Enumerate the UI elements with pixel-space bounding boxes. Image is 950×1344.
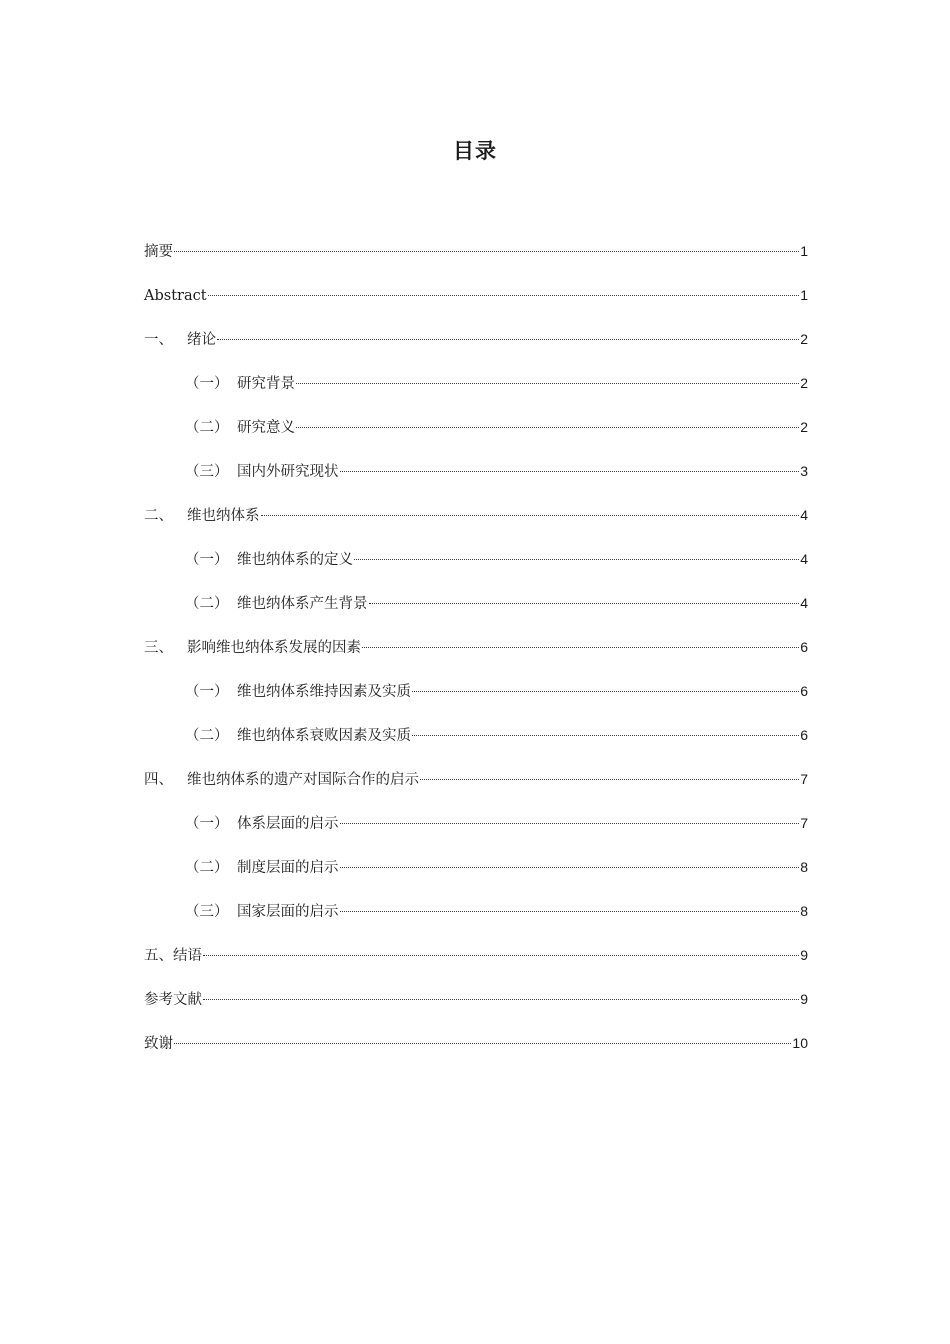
toc-entry[interactable] — [144, 942, 808, 986]
toc-entry-page-number: 3 — [800, 463, 808, 479]
toc-entry-number: （一） — [185, 552, 229, 568]
toc-entry-label: 维也纳体系维持因素及实质 — [237, 684, 411, 700]
toc-entry[interactable] — [144, 282, 808, 326]
toc-entry[interactable] — [144, 238, 808, 282]
toc-entry-number: 一、 — [144, 332, 173, 348]
dot-leader — [296, 427, 799, 428]
toc-entry-number: （三） — [185, 464, 229, 480]
toc-entry-page-number: 9 — [800, 991, 808, 1007]
toc-entry-page-number: 6 — [800, 639, 808, 655]
dot-leader — [354, 559, 799, 560]
dot-leader — [296, 383, 799, 384]
dot-leader — [340, 911, 800, 912]
toc-entry-label: 国内外研究现状 — [237, 464, 339, 480]
toc-entry-number: （二） — [185, 596, 229, 612]
toc-entry[interactable] — [144, 810, 808, 854]
dot-leader — [340, 471, 800, 472]
toc-entry[interactable] — [144, 678, 808, 722]
toc-entry-page-number: 9 — [800, 947, 808, 963]
toc-entry[interactable] — [144, 370, 808, 414]
toc-entry[interactable] — [144, 986, 808, 1030]
toc-entry[interactable] — [144, 854, 808, 898]
toc-entry-label: 研究意义 — [237, 420, 295, 436]
toc-entry-page-number: 8 — [800, 859, 808, 875]
toc-entry-label: 国家层面的启示 — [237, 904, 339, 920]
toc-entry-page-number: 1 — [800, 243, 808, 259]
toc-entry[interactable] — [144, 458, 808, 502]
toc-entry-page-number: 8 — [800, 903, 808, 919]
toc-title: 目录 — [453, 139, 497, 163]
toc-entry-page-number: 7 — [800, 771, 808, 787]
toc-entry[interactable] — [144, 1030, 808, 1074]
toc-entry[interactable] — [144, 590, 808, 634]
toc-entry-page-number: 4 — [800, 507, 808, 523]
toc-entry-page-number: 10 — [792, 1035, 808, 1051]
dot-leader — [217, 339, 799, 340]
toc-entry-page-number: 6 — [800, 727, 808, 743]
toc-entry-label: 维也纳体系 — [187, 508, 260, 524]
toc-entry-label: Abstract — [144, 288, 207, 304]
dot-leader — [340, 823, 800, 824]
dot-leader — [203, 999, 799, 1000]
toc-entry-label: 体系层面的启示 — [237, 816, 339, 832]
toc-entry-label: 参考文献 — [144, 992, 202, 1008]
toc-entry[interactable] — [144, 634, 808, 678]
dot-leader — [174, 251, 799, 252]
dot-leader — [203, 955, 799, 956]
toc-entry-label: 研究背景 — [237, 376, 295, 392]
dot-leader — [369, 603, 800, 604]
toc-entry-number: （二） — [185, 728, 229, 744]
toc-entry-label: 摘要 — [144, 244, 173, 260]
toc-entry-number: 四、 — [144, 772, 173, 788]
toc-entry-label: 致谢 — [144, 1036, 173, 1052]
toc-entry-label: 维也纳体系的遗产对国际合作的启示 — [187, 772, 419, 788]
toc-entry-page-number: 4 — [800, 595, 808, 611]
toc-entry-label: 维也纳体系衰败因素及实质 — [237, 728, 411, 744]
dot-leader — [340, 867, 800, 868]
toc-entry-page-number: 2 — [800, 375, 808, 391]
toc-entry[interactable] — [144, 766, 808, 810]
toc-list — [144, 238, 808, 1074]
toc-entry-number: （一） — [185, 816, 229, 832]
dot-leader — [420, 779, 799, 780]
toc-entry-label: 维也纳体系产生背景 — [237, 596, 368, 612]
toc-entry-label: 五、结语 — [144, 948, 202, 964]
toc-entry-number: （一） — [185, 376, 229, 392]
toc-entry-page-number: 1 — [800, 287, 808, 303]
toc-entry-page-number: 7 — [800, 815, 808, 831]
toc-entry[interactable] — [144, 326, 808, 370]
toc-entry[interactable] — [144, 898, 808, 942]
toc-entry[interactable] — [144, 414, 808, 458]
toc-entry[interactable] — [144, 546, 808, 590]
toc-entry-page-number: 2 — [800, 331, 808, 347]
toc-entry-number: （一） — [185, 684, 229, 700]
toc-entry-number: （三） — [185, 904, 229, 920]
toc-entry-number: （二） — [185, 420, 229, 436]
dot-leader — [208, 295, 800, 296]
dot-leader — [412, 735, 799, 736]
toc-entry[interactable] — [144, 502, 808, 546]
toc-entry-page-number: 4 — [800, 551, 808, 567]
toc-entry-label: 维也纳体系的定义 — [237, 552, 353, 568]
toc-entry-page-number: 2 — [800, 419, 808, 435]
toc-entry-number: （二） — [185, 860, 229, 876]
toc-entry-label: 制度层面的启示 — [237, 860, 339, 876]
toc-entry[interactable] — [144, 722, 808, 766]
toc-entry-label: 绪论 — [187, 332, 216, 348]
toc-entry-number: 二、 — [144, 508, 173, 524]
toc-entry-label: 影响维也纳体系发展的因素 — [187, 640, 361, 656]
dot-leader — [362, 647, 799, 648]
dot-leader — [412, 691, 799, 692]
toc-entry-page-number: 6 — [800, 683, 808, 699]
dot-leader — [174, 1043, 791, 1044]
toc-entry-number: 三、 — [144, 640, 173, 656]
dot-leader — [261, 515, 800, 516]
